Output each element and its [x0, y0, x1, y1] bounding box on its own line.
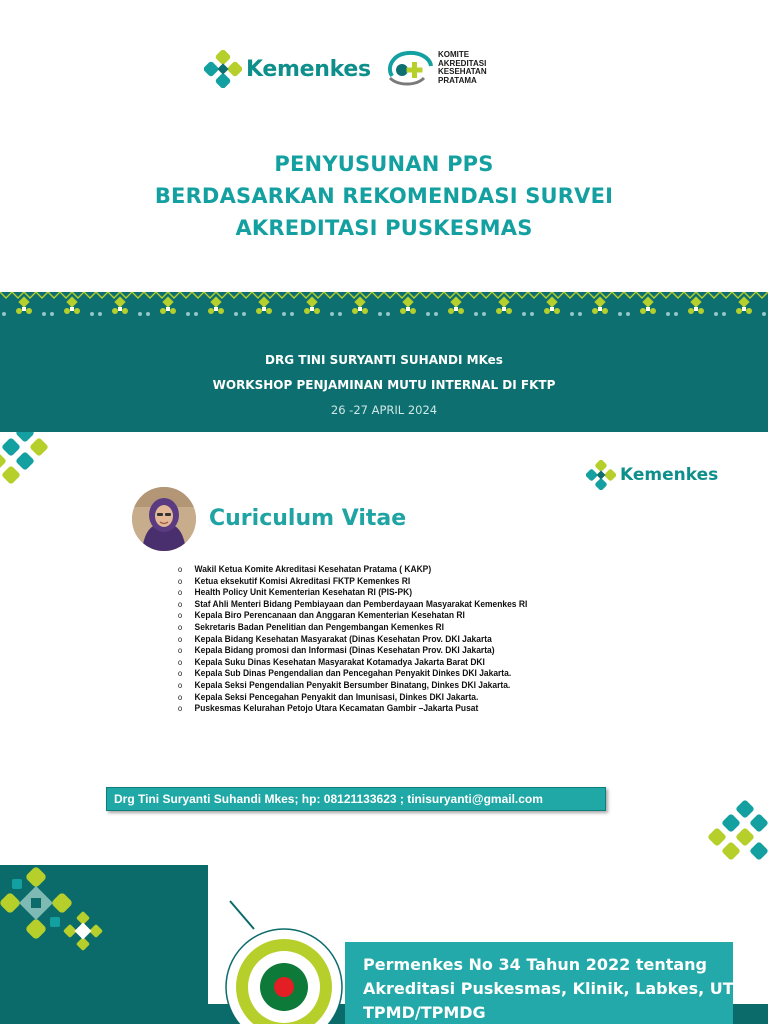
workshop-title: WORKSHOP PENJAMINAN MUTU INTERNAL DI FKTP: [212, 378, 556, 392]
contact-info-box: Drg Tini Suryanti Suhandi Mkes; hp: 08121133623 ; tinisuryanti@gmail.com: [106, 787, 606, 811]
list-item: o Kepala Bidang Kesehatan Masyarakat (Dinas Kesehatan Prov. DKI Jakarta: [178, 633, 492, 644]
kemenkes-brand-text: Kemenkes: [620, 465, 719, 485]
title-slide: [0, 0, 768, 432]
regulation-line-2: Akreditasi Puskesmas, Klinik, Labkes, UTD,: [363, 979, 754, 998]
floral-ornament-icon: [0, 865, 120, 965]
regulation-text: [363, 953, 753, 1024]
kemenkes-flower-icon: [204, 50, 242, 88]
list-item: o Ketua eksekutif Komisi Akreditasi FKTP Kemenkes RI: [178, 575, 411, 586]
corner-ornament-icon: [708, 800, 768, 865]
list-item: o Kepala Seksi Pengendalian Penyakit Bersumber Binatang, Dinkes DKI Jakarta.: [178, 679, 511, 690]
target-graphic-icon: [212, 865, 352, 1024]
title-line-3: AKREDITASI PUSKESMAS: [235, 216, 533, 240]
list-item: o Wakil Ketua Komite Akreditasi Kesehatan Pratama ( KAKP): [178, 564, 432, 574]
regulation-slide: [0, 865, 768, 1024]
title-line-1: PENYUSUNAN PPS: [274, 152, 494, 176]
kemenkes-logo-small: [586, 460, 718, 490]
cv-slide: [0, 432, 768, 865]
regulation-line-1: Permenkes No 34 Tahun 2022 tentang: [363, 955, 707, 974]
kakp-emblem-icon: [384, 48, 434, 88]
cv-heading: Curiculum Vitae: [209, 506, 407, 531]
corner-ornament-icon: [0, 432, 60, 492]
list-item: o Kepala Sub Dinas Pengendalian dan Pencegahan Penyakit Dinkes DKI Jakarta.: [178, 668, 512, 679]
kemenkes-flower-icon: [586, 460, 616, 490]
list-item: o Staf Ahli Menteri Bidang Pembiayaan dan Pemberdayaan Masyarakat Kemenkes RI: [178, 598, 528, 609]
regulation-line-3: TPMD/TPMDG: [363, 1003, 486, 1022]
list-item: o Sekretaris Badan Penelitian dan Pengembangan Kemenkes RI: [178, 621, 445, 632]
logo-row: [0, 46, 768, 96]
ornamental-border-pattern: [0, 292, 768, 322]
kemenkes-brand-text: Kemenkes: [246, 56, 371, 82]
presentation-title: [0, 148, 768, 244]
list-item: o Kepala Suku Dinas Kesehatan Masyarakat Kotamadya Jakarta Barat DKI: [178, 656, 485, 667]
list-item: o Kepala Biro Perencanaan dan Anggaran Kementerian Kesehatan RI: [178, 610, 465, 621]
person-portrait-icon: [132, 487, 196, 551]
event-date: 26 -27 APRIL 2024: [330, 403, 438, 417]
kakp-logo: [384, 48, 487, 88]
list-item: o Puskesmas Kelurahan Petojo Utara Kecamatan Gambir –Jakarta Pusat: [178, 703, 479, 714]
teal-panel: [0, 865, 208, 1024]
speaker-photo: [132, 487, 196, 551]
list-item: o Kepala Bidang promosi dan Informasi (Dinas Kesehatan Prov. DKI Jakarta): [178, 645, 495, 656]
kakp-logo-text: KOMITE AKREDITASI KESEHATAN PRATAMA: [438, 50, 487, 85]
cv-list: [178, 564, 558, 715]
list-item: o Health Policy Unit Kementerian Kesehatan RI (PIS-PK): [178, 587, 413, 598]
list-item: o Kepala Seksi Pencegahan Penyakit dan Imunisasi, Dinkes DKI Jakarta.: [178, 691, 479, 702]
kemenkes-logo: [204, 50, 371, 88]
speaker-name: DRG TINI SURYANTI SUHANDI MKes: [265, 353, 503, 367]
title-line-2: BERDASARKAN REKOMENDASI SURVEI: [154, 184, 614, 208]
